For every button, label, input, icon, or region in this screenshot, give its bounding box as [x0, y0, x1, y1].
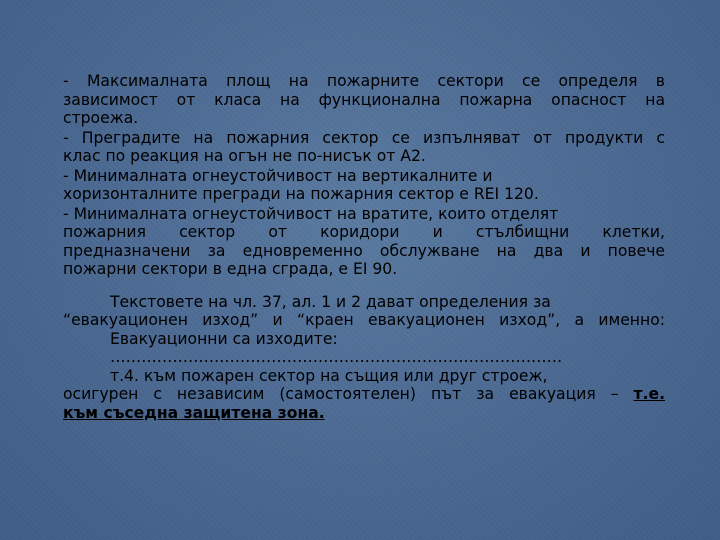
bullet-doors	[63, 205, 665, 279]
paragraph-definitions	[63, 293, 665, 423]
spacer	[63, 280, 665, 293]
bullet-fire-resistance	[63, 167, 665, 204]
text-line: - Максималната площ на пожарните сектори се определя в	[63, 72, 665, 90]
text-line: предназначени за едновременно обслужване на два и повече	[63, 241, 665, 260]
text-line: хоризонталните прегради на пожарния сектор е REI 120.	[63, 185, 539, 203]
dots-line: ……………………………………………………………………………	[110, 348, 563, 366]
text-line: Евакуационни са изходите:	[110, 329, 338, 348]
text-line: Текстовете на чл. 37, ал. 1 и 2 дават определения за	[110, 292, 551, 311]
slide-content	[63, 72, 665, 423]
emphasis-text: т.е.	[633, 385, 665, 403]
text-line: клас по реакция на огън не по-нисък от А2.	[63, 147, 426, 165]
text-line: зависимост от класа на функционална пожарна опасност на	[63, 90, 665, 109]
bullet-max-area	[63, 72, 665, 128]
text-line: пожарни сектори в една сграда, е ЕІ 90.	[63, 260, 398, 278]
text-line	[63, 385, 665, 404]
emphasis-text: към съседна защитена зона.	[63, 403, 325, 422]
text-line: строежа.	[63, 109, 139, 127]
bullet-barriers	[63, 129, 665, 166]
text-line: - Преградите на пожарния сектор се изпълняват от продукти с	[63, 128, 665, 147]
text-segment: осигурен с независим (самостоятелен) път за евакуация –	[63, 385, 634, 403]
text-line: т.4. към пожарен сектор на същия или друг строеж,	[110, 366, 548, 385]
text-line: “евакуационен изход” и “краен евакуационен изход”, а именно:	[63, 311, 665, 329]
text-line: - Минималната огнеустойчивост на вратите, които отделят	[63, 204, 559, 223]
text-line: пожарния сектор от коридори и стълбищни клетки,	[63, 223, 665, 241]
text-line: - Минималната огнеустойчивост на вертикалните и	[63, 166, 493, 185]
